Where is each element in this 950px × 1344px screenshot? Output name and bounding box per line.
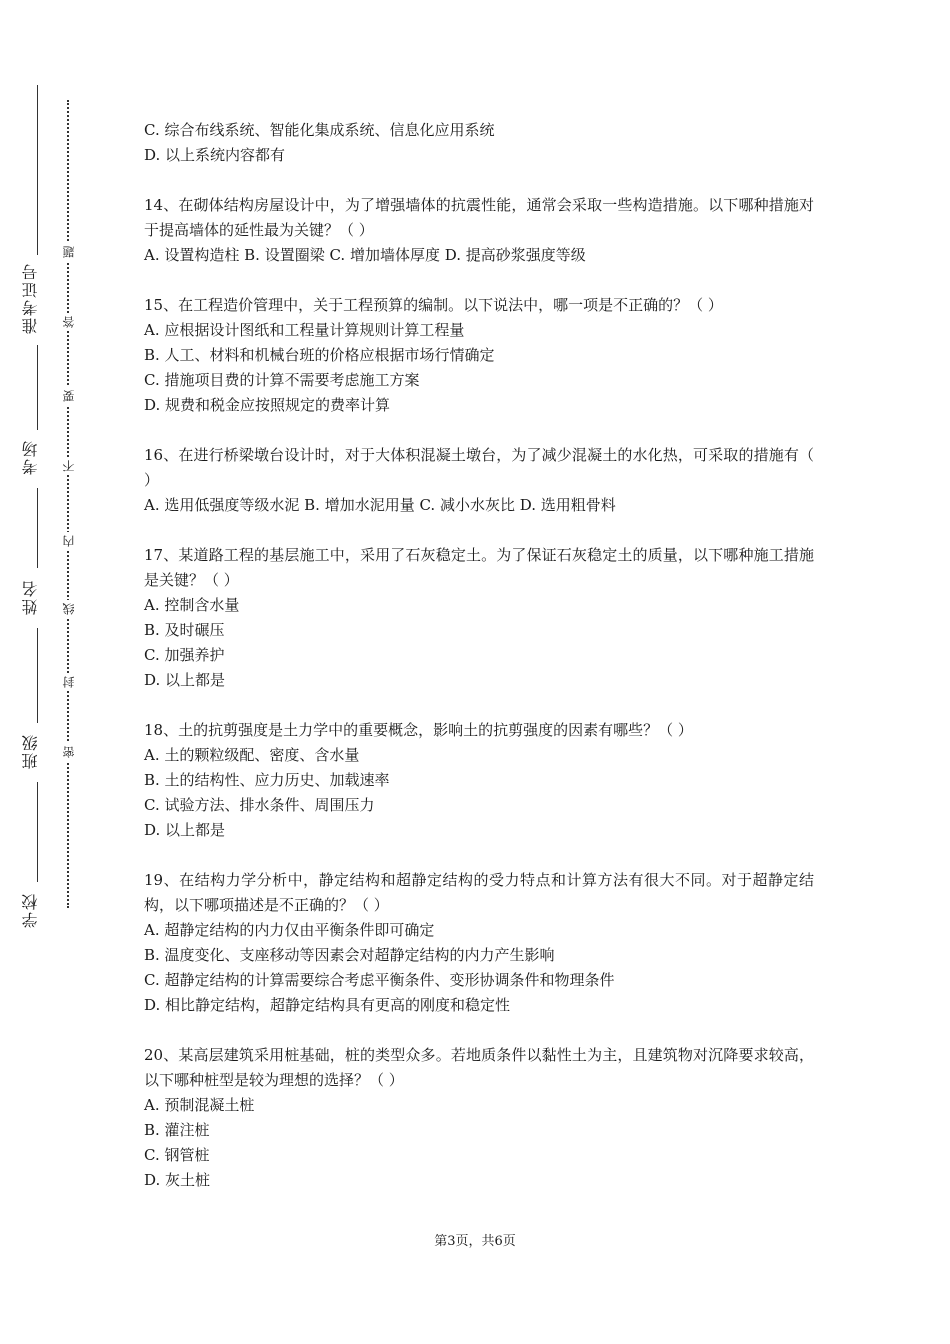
class-line bbox=[37, 628, 38, 723]
class-label: 班级 bbox=[21, 733, 40, 769]
seal-char: 要 bbox=[60, 387, 76, 405]
seal-char: 封 bbox=[60, 673, 76, 691]
option: A. 超静定结构的内力仅由平衡条件即可确定 bbox=[144, 921, 435, 939]
seal-char: 题 bbox=[60, 243, 76, 261]
page-number: 第3页，共6页 bbox=[434, 1234, 516, 1249]
option: B. 土的结构性、应力历史、加载速率 bbox=[144, 771, 390, 789]
option: B. 温度变化、支座移动等因素会对超静定结构的内力产生影响 bbox=[144, 946, 555, 964]
option: C. 措施项目费的计算不需要考虑施工方案 bbox=[144, 371, 420, 389]
question-stem: 20、某高层建筑采用桩基础，桩的类型众多。若地质条件以黏性土为主，且建筑物对沉降要求较高，以下哪种桩型是较为理想的选择？（ ） bbox=[144, 1046, 814, 1089]
option: D. 相比静定结构，超静定结构具有更高的刚度和稳定性 bbox=[144, 996, 511, 1014]
option: D. 规费和税金应按照规定的费率计算 bbox=[144, 396, 391, 414]
option: D. 灰土桩 bbox=[144, 1171, 211, 1189]
seal-char: 答 bbox=[60, 313, 76, 331]
option: C. 加强养护 bbox=[144, 646, 225, 664]
option: B. 人工、材料和机械台班的价格应根据市场行情确定 bbox=[144, 346, 495, 364]
option: B. 灌注桩 bbox=[144, 1121, 210, 1139]
option: B. 及时碾压 bbox=[144, 621, 225, 639]
exam-id-line bbox=[37, 85, 38, 255]
seal-char: 内 bbox=[60, 532, 76, 550]
option: C. 超静定结构的计算需要综合考虑平衡条件、变形协调条件和物理条件 bbox=[144, 971, 615, 989]
question-20 bbox=[144, 1043, 814, 1193]
seal-char: 不 bbox=[60, 457, 76, 475]
question-19 bbox=[144, 868, 814, 1018]
name-line bbox=[37, 488, 38, 568]
option: C. 试验方法、排水条件、周围压力 bbox=[144, 796, 375, 814]
question-stem: 18、土的抗剪强度是土力学中的重要概念，影响土的抗剪强度的因素有哪些？（ ） bbox=[144, 721, 693, 739]
seal-char: 线 bbox=[60, 600, 76, 618]
binding-margin bbox=[0, 0, 110, 1344]
option: A. 控制含水量 bbox=[144, 596, 240, 614]
question-stem: 14、在砌体结构房屋设计中，为了增强墙体的抗震性能，通常会采取一些构造措施。以下哪种措施对于提高墙体的延性最为关键？（ ） bbox=[144, 196, 814, 239]
question-13-continued bbox=[144, 118, 814, 168]
option: A. 选用低强度等级水泥 B. 增加水泥用量 C. 减小水灰比 D. 选用粗骨料 bbox=[144, 496, 616, 514]
school-line bbox=[37, 782, 38, 882]
option: A. 土的颗粒级配、密度、含水量 bbox=[144, 746, 360, 764]
question-16 bbox=[144, 443, 814, 518]
option: D. 以上都是 bbox=[144, 821, 226, 839]
question-17 bbox=[144, 543, 814, 693]
question-stem: 19、在结构力学分析中，静定结构和超静定结构的受力特点和计算方法有很大不同。对于超静定结构，以下哪项描述是不正确的？（ ） bbox=[144, 871, 814, 914]
question-14 bbox=[144, 193, 814, 268]
name-label: 姓名 bbox=[21, 579, 40, 615]
question-stem: 16、在进行桥梁墩台设计时，对于大体积混凝土墩台，为了减少混凝土的水化热，可采取的措施有（ ） bbox=[144, 446, 814, 489]
question-stem: 15、在工程造价管理中，关于工程预算的编制。以下说法中，哪一项是不正确的？（ ） bbox=[144, 296, 723, 314]
option: C. 钢管桩 bbox=[144, 1146, 210, 1164]
question-stem: 17、某道路工程的基层施工中，采用了石灰稳定土。为了保证石灰稳定土的质量，以下哪种施工措施是关键？（ ） bbox=[144, 546, 814, 589]
option: A. 预制混凝土桩 bbox=[144, 1096, 255, 1114]
school-label: 学校 bbox=[21, 892, 40, 928]
seal-dotted-line bbox=[67, 100, 69, 908]
option: A. 设置构造柱 B. 设置圈梁 C. 增加墙体厚度 D. 提高砂浆强度等级 bbox=[144, 246, 586, 264]
exam-id-label: 准考证号 bbox=[21, 262, 40, 334]
question-list bbox=[144, 118, 814, 1218]
question-15 bbox=[144, 293, 814, 418]
option: D. 以上系统内容都有 bbox=[144, 146, 286, 164]
option: A. 应根据设计图纸和工程量计算规则计算工程量 bbox=[144, 321, 465, 339]
exam-room-line bbox=[37, 345, 38, 430]
option: C. 综合布线系统、智能化集成系统、信息化应用系统 bbox=[144, 121, 495, 139]
seal-char: 密 bbox=[60, 743, 76, 761]
question-18 bbox=[144, 718, 814, 843]
exam-room-label: 考场 bbox=[21, 439, 40, 475]
option: D. 以上都是 bbox=[144, 671, 226, 689]
